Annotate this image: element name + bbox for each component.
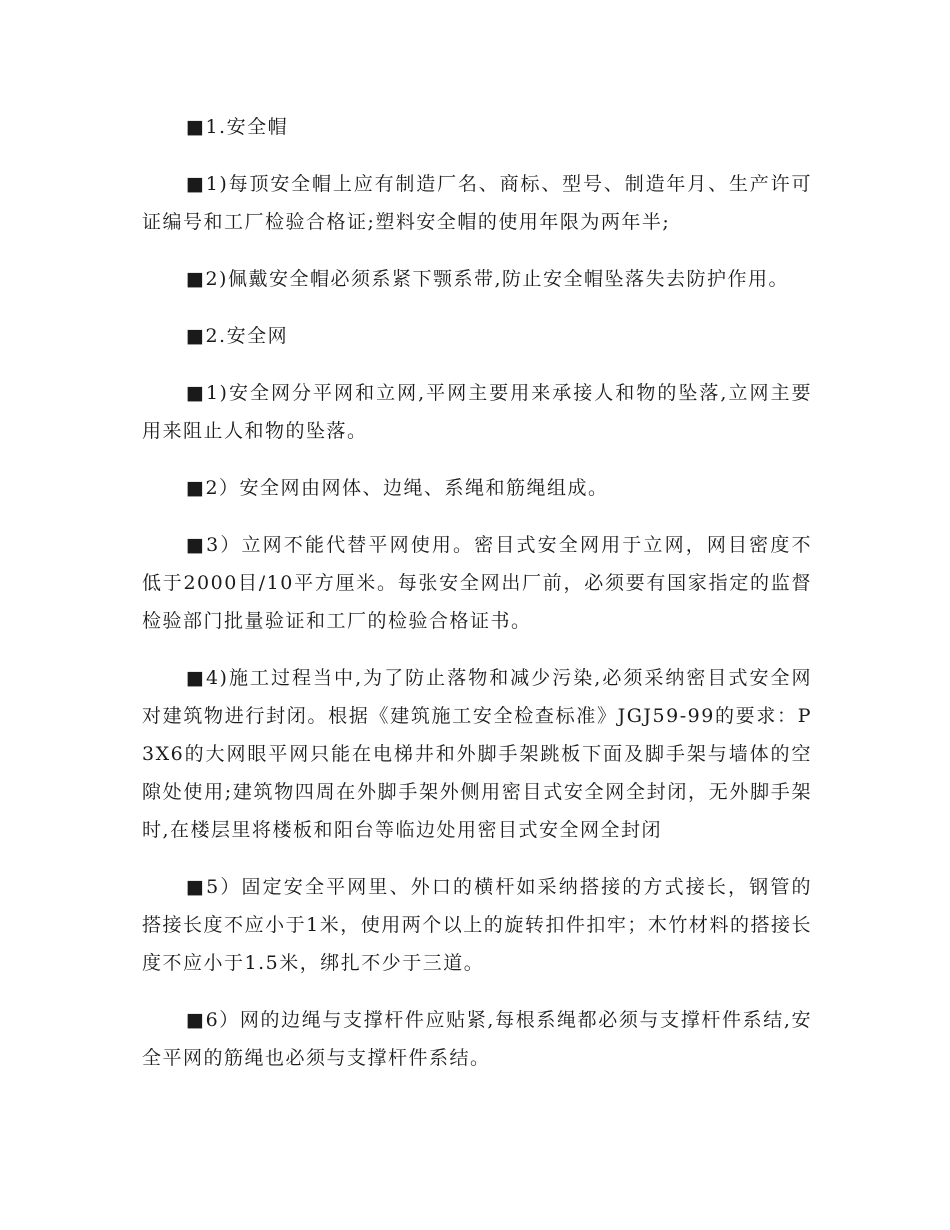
paragraph-net-item-6: ■6）网的边绳与支撑杆件应贴紧,每根系绳都必须与支撑杆件系结,安全平网的筋绳也必须与支撑杆件系结。 bbox=[142, 1009, 812, 1069]
paragraph-helmet-item-1: ■1)每顶安全帽上应有制造厂名、商标、型号、制造年月、生产许可证编号和工厂检验合格证;塑料安全帽的使用年限为两年半; bbox=[142, 173, 812, 233]
paragraph-net-item-5: ■5）固定安全平网里、外口的横杆如采纳搭接的方式接长，钢管的搭接长度不应小于1米，使用两个以上的旋转扣件扣牢；木竹材料的搭接长度不应小于1.5米，绑扎不少于三道。 bbox=[142, 876, 812, 974]
paragraph-net-item-4: ■4)施工过程当中,为了防止落物和减少污染,必须采纳密目式安全网对建筑物进行封闭。根据《建筑施工安全检查标准》JGJ59-99的要求：P3X6的大网眼平网只能在电梯井和外脚手架跳板下面及脚手架与墙体的空隙处使用;建筑物四周在外脚手架外侧用密目式安全网全封闭，无外脚手架时,在楼层里将楼板和阳台等临边处用密目式安全网全封闭 bbox=[142, 667, 812, 841]
paragraph-helmet-item-2: ■2)佩戴安全帽必须系紧下颚系带,防止安全帽坠落失去防护作用。 bbox=[186, 268, 789, 290]
section-heading-safety-net: ■2.安全网 bbox=[186, 325, 289, 347]
document-body bbox=[142, 108, 812, 1096]
paragraph-net-item-1: ■1)安全网分平网和立网,平网主要用来承接人和物的坠落,立网主要用来阻止人和物的坠落。 bbox=[142, 382, 812, 442]
section-heading-safety-helmet: ■1.安全帽 bbox=[186, 116, 289, 138]
paragraph-net-item-3: ■3）立网不能代替平网使用。密目式安全网用于立网，网目密度不低于2000目/10平方厘米。每张安全网出厂前，必须要有国家指定的监督检验部门批量验证和工厂的检验合格证书。 bbox=[142, 534, 812, 632]
paragraph-net-item-2: ■2）安全网由网体、边绳、系绳和筋绳组成。 bbox=[186, 477, 609, 499]
